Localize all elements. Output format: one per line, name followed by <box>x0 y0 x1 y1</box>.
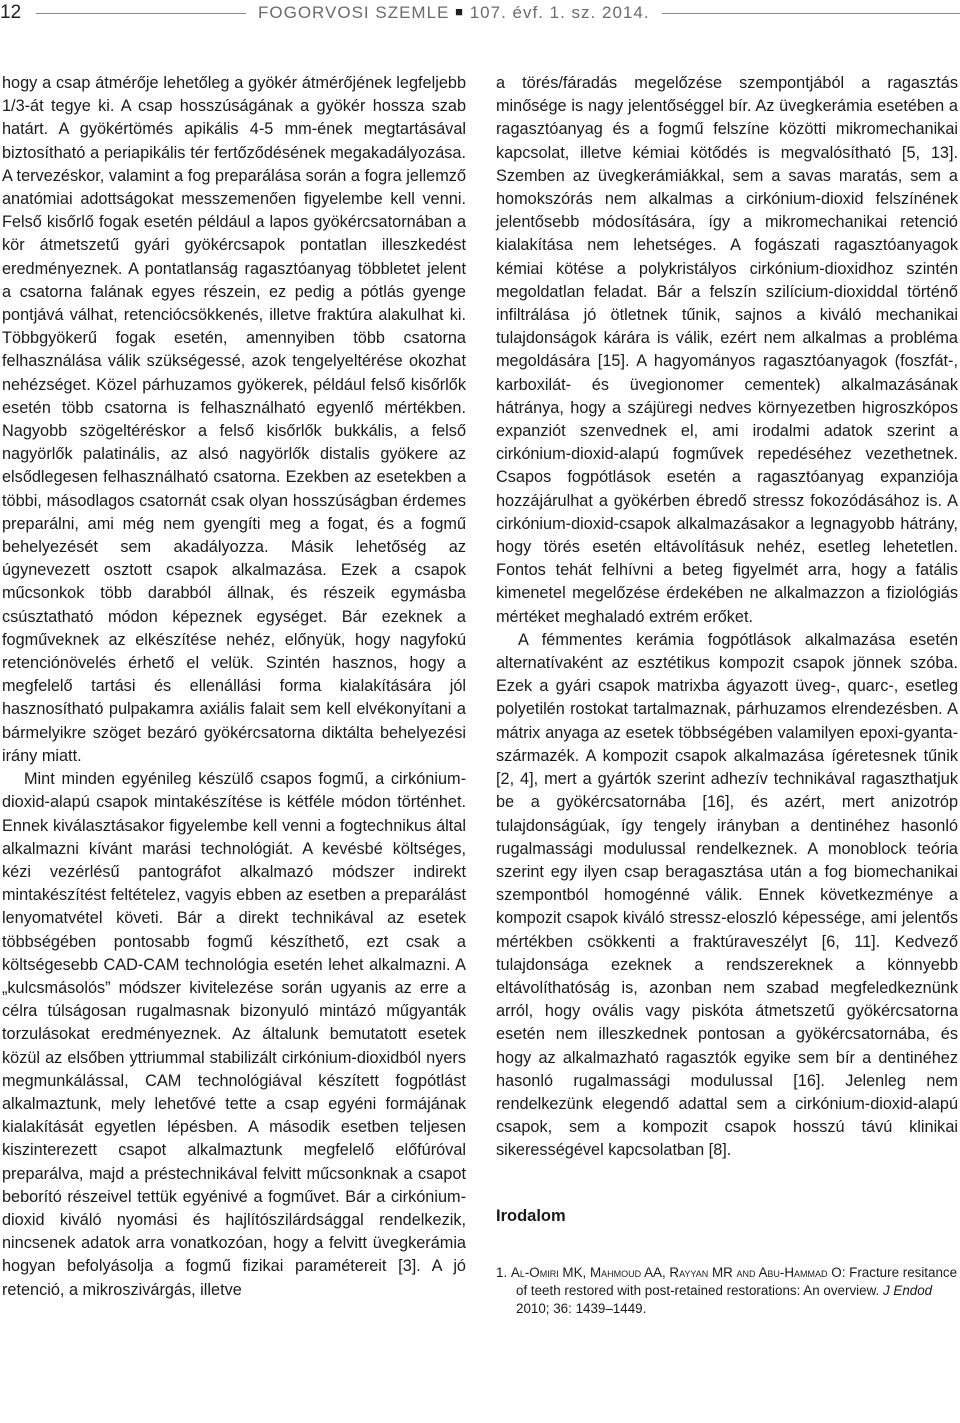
left-column <box>2 72 466 1302</box>
left-paragraph-2: Mint minden egyénileg készülő csapos fogmű, a cirkónium-dioxid-alapú csapok mintakészítése is kétféle módon történhet. Ennek kiválasztásakor figyelembe kell venni a fogtechnikus által alkalmazni kívánt marási technológiát. A kevésbé költséges, kézi vezérlésű pantográfot alkalmazó módszer indirekt mintakészítést feltételez, vagyis ebben az esetben a preparálást lenyomatvétel követi. Bár a direkt technikával az esetek többségében pontosabb fogmű készíthető, ezt csak a költségesebb CAD-CAM technológia esetén lehet alkalmazni. A „kulcsmásolós” módszer kivitelezése során ugyanis az erre a célra túlságosan rugalmasnak bizonyuló mintázó műgyanták torzulásokat eredményeznek. Az általunk bemutatott esetek közül az elsőben yttriummal stabilizált cirkónium-dioxidból nyers megmunkálással, CAM technológiával készített fogpótlást alkalmaztunk, mely lehetővé tette a csap egyéni formájának kialakítását egyetlen lépésben. A második esetben teljesen kiszinterezett csapot alkalmaztunk megfelelő előfúróval preparálva, majd a préstechnikával felvitt műcsonknak a csapot beborító részeivel tettük egyénivé a fogművet. Bár a cirkónium-dioxid kiváló nyomási és hajlítószilárdsággal rendelkezik, nincsenek adatok arra vonatkozóan, hogy a felvitt üvegkerámia hogyan befolyásolja a fogmű fizikai paramétereit [3]. A jó retenció, a mikroszivárgás, illetve <box>2 770 466 1299</box>
journal-running-title <box>258 3 650 23</box>
header-rule-right <box>662 13 960 14</box>
reference-number: 1. <box>496 1264 508 1280</box>
references-heading: Irodalom <box>496 1206 566 1225</box>
header-rule-left <box>36 13 246 14</box>
page-number: 12 <box>0 2 22 23</box>
reference-journal: J Endod <box>882 1282 933 1298</box>
running-header <box>0 0 960 30</box>
right-paragraph-1: a törés/fáradás megelőzése szempontjából a ragasztás minősége is nagy jelentőséggel bír. Az üvegkerámia esetében a ragasztóanyag és a fogmű felszíne közötti mikromechanikai kapcsolat, illetve kémiai kötődés is megvalósítható [5, 13]. Szemben az üvegkerámiákkal, sem a savas maratás, sem a homokszórás nem alkalmas a cirkónium-dioxid felszínének jelentősebb módosítására, így a mikromechanikai retenció kialakítása nem lehetséges. A fogászati ragasztóanyagok kémiai kötése a polykristályos cirkónium-dioxidhoz szintén megoldatlan feladat. Bár a felszín szilícium-dioxiddal történő infiltrálása jó ötletnek tűnik, sajnos a kiváló mechanikai tulajdonságok kárára is válik, ezért nem alkalmas a probléma megoldására [15]. A hagyományos ragasztóanyagok (foszfát-, karboxilát- és üvegionomer cementek) alkalmazásának hátránya, hogy a szájüregi nedves környezetben higroszkópos expanziót szenvednek el, ami irodalmi adatok szerint a cirkónium-dioxid-alapú fogművek repedéséhez vezethetnek. Csapos fogpótlások esetén a ragasztóanyag expanziója hozzájárulhat a gyökérben ébredő stressz fokozódásához is. A cirkónium-dioxid-csapok alkalmazásakor a legnagyobb hátrány, hogy törés esetén eltávolításuk nehéz, esetleg lehetetlen. Fontos tehát felhívni a beteg figyelmét arra, hogy a fatális kimenetel megelőzése érdekében ne alkalmazzon a fiziológiás mértéket meghaladó extrém erőket. <box>496 74 958 626</box>
journal-issue: 107. évf. 1. sz. 2014. <box>469 3 650 22</box>
reference-item <box>496 1264 958 1318</box>
reference-authors: Al-Omiri MK, Mahmoud AA, Rayyan MR and Abu-Hammad O: <box>510 1264 846 1280</box>
journal-name: FOGORVOSI SZEMLE <box>258 3 450 22</box>
left-paragraph-1: hogy a csap átmérője lehetőleg a gyökér átmérőjének legfeljebb 1/3-át tegye ki. A csap hosszúságának a gyökér hossza szab határt. A gyökértömés apikális 4-5 mm-ének megtartásával biztosítható a periapikális tér fertőződésének megakadályozása. A tervezéskor, valamint a fog preparálása során a fogra jellemző anatómiai adottságokat messzemenően figyelembe kell venni. Felső kisőrlő fogak esetén például a lapos gyökércsatornában a kör átmetszetű gyári gyökércsapok pontatlan illeszkedést eredményeznek. A pontatlanság ragasztóanyag többletet jelent a csatorna falának egyes részein, ez pedig a pótlás gyenge pontjává válhat, retenciócsökkenés, illetve fraktúra alakulhat ki. Többgyökerű fogak esetén, amennyiben több csatorna felhasználása válik szükségessé, azok tengelyeltérése okozhat nehézséget. Közel párhuzamos gyökerek, például felső kisőrlők esetén több csatorna is felhasználható egyenlő mértékben. Nagyobb szögeltéréskor a felső kisőrlők bukkális, a felső nagyörlők palatinális, az alsó nagyörlők distalis gyökere az elsődlegesen felhasználható csatorna. Ezekben az esetekben a többi, másodlagos csatornát csak olyan hosszúságban érdemes preparálni, ami még nem gyengíti meg a fogat, és a fogmű behelyezését sem akadályozza. Másik lehetőség az úgynevezett osztott csapok alkalmazása. Ezek a csapok műcsonkok több darabból állnak, és részeik egymásba csúsztatható módon képeznek egységet. Bár ezeknek a fogműveknek az elkészítése nehéz, előnyük, hogy nagyfokú retenciónövelés érhető el velük. Szintén hasznos, hogy a megfelelő tartási és ellenállási forma kialakítására jól hasznosítható pulpakamra axiális falait sem kell elvékonyítani a bármelyikre szöget bezáró gyökércsatorna diktálta behelyezési irány miatt. <box>2 74 466 765</box>
reference-details: 2010; 36: 1439–1449. <box>516 1300 647 1316</box>
reference-title: Fracture resitance of teeth restored with post-retained restorations: An overview. <box>516 1264 958 1298</box>
separator-square-icon: ■ <box>455 4 464 19</box>
right-column <box>496 72 958 1318</box>
right-paragraph-2: A fémmentes kerámia fogpótlások alkalmazása esetén alternatívaként az esztétikus kompozit csapok jönnek szóba. Ezek a gyári csapok matrixba ágyazott üveg-, quarc-, esetleg polyetilén rostokat tartalmaznak, párhuzamos elrendezésben. A mátrix anyaga az esetek többségében valamilyen epoxi-gyanta-származék. A kompozit csapok alkalmazása ígéretesnek tűnik [2, 4], mert a gyártók szerint adhezív technikával ragaszthatjuk be a gyökércsatornába [16], és azért, mert anizotróp tulajdonságúak, így tengely irányban a dentinéhez hasonló rugalmassági modulussal rendelkeznek. A monoblock teória szerint egy ilyen csap beragasztása után a fog biomechanikai szempontból homogénné válik. Ennek következménye a kompozit csapok kiváló stressz-eloszló képessége, ami jelentős mértékben csökkenti a fraktúraveszélyt [6, 11]. Kedvező tulajdonsága ezeknek a rendszereknek a könnyebb eltávolíthatóság is, azonban nem szabad megfeledkeznünk arról, hogy ovális vagy piskóta átmetszetű gyökércsatorna esetén nem illeszkednek pontosan a gyökércsatornába, és hogy az alkalmazható ragasztók egyike sem bír a dentinéhez hasonló rugalmassági modulussal [16]. Jelenleg nem rendelkezünk elegendő adattal sem a cirkónium-dioxid-alapú csapok, sem a kompozit csapok hosszú távú klinikai sikerességével kapcsolatban [8]. <box>496 630 958 1160</box>
